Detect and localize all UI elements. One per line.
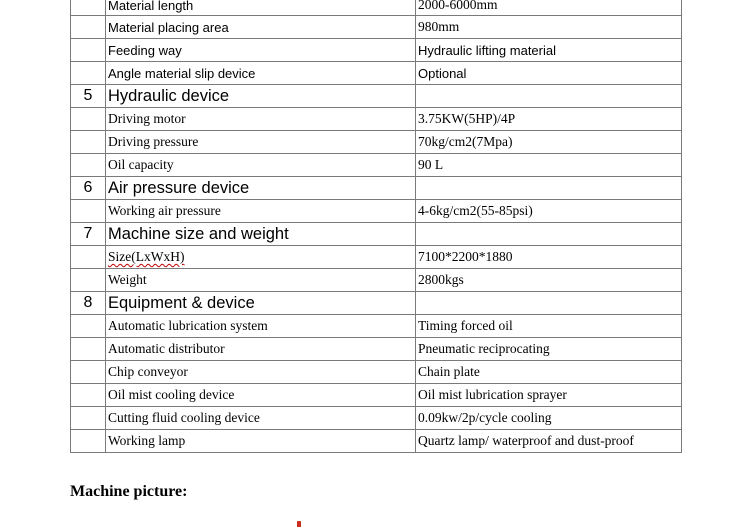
- row-number: [71, 338, 106, 361]
- row-label: Automatic lubrication system: [106, 315, 416, 338]
- section-row: [71, 177, 682, 200]
- image-fragment: [297, 521, 301, 527]
- row-value: 3.75KW(5HP)/4P: [416, 108, 682, 131]
- table-row: [71, 269, 682, 292]
- row-value: Pneumatic reciprocating: [416, 338, 682, 361]
- table-row: [71, 338, 682, 361]
- section-number: 8: [71, 292, 106, 315]
- section-row: [71, 223, 682, 246]
- table-row: [71, 315, 682, 338]
- row-label: Size(LxWxH): [108, 249, 185, 264]
- row-number: [71, 62, 106, 85]
- row-number: [71, 39, 106, 62]
- table-row: [71, 131, 682, 154]
- section-number: 7: [71, 223, 106, 246]
- row-value: Chain plate: [416, 361, 682, 384]
- row-value: Timing forced oil: [416, 315, 682, 338]
- row-value: 0.09kw/2p/cycle cooling: [416, 407, 682, 430]
- row-number: [71, 108, 106, 131]
- row-number: [71, 246, 106, 269]
- row-number: [71, 269, 106, 292]
- table-row: [71, 384, 682, 407]
- table-row: [71, 0, 682, 16]
- table-row: [71, 361, 682, 384]
- section-title: Machine size and weight: [106, 223, 416, 246]
- table-row: [71, 108, 682, 131]
- section-number: 5: [71, 85, 106, 108]
- row-number: [71, 200, 106, 223]
- row-number: [71, 16, 106, 39]
- section-title: Hydraulic device: [106, 85, 416, 108]
- table-row: [71, 62, 682, 85]
- row-label: Weight: [106, 269, 416, 292]
- machine-picture-heading: Machine picture:: [70, 483, 188, 500]
- row-label: Material placing area: [106, 16, 416, 39]
- row-number: [71, 361, 106, 384]
- row-label: Angle material slip device: [106, 62, 416, 85]
- row-number: [71, 315, 106, 338]
- row-label: Driving motor: [106, 108, 416, 131]
- table-row: [71, 154, 682, 177]
- row-value: 90 L: [416, 154, 682, 177]
- row-label: Feeding way: [106, 39, 416, 62]
- table-row: [71, 39, 682, 62]
- row-value: [416, 177, 682, 200]
- row-value: 2000-6000mm: [416, 0, 682, 16]
- row-label: Chip conveyor: [106, 361, 416, 384]
- section-title: Equipment & device: [106, 292, 416, 315]
- table-row: [71, 407, 682, 430]
- row-label: Material length: [106, 0, 416, 16]
- row-number: [71, 131, 106, 154]
- row-label: Working lamp: [106, 430, 416, 453]
- row-number: [71, 384, 106, 407]
- section-title: Air pressure device: [106, 177, 416, 200]
- section-row: [71, 292, 682, 315]
- row-value: 70kg/cm2(7Mpa): [416, 131, 682, 154]
- section-number: 6: [71, 177, 106, 200]
- section-row: [71, 85, 682, 108]
- table-row: [71, 200, 682, 223]
- row-value: Optional: [416, 62, 682, 85]
- row-value: [416, 292, 682, 315]
- row-value: Oil mist lubrication sprayer: [416, 384, 682, 407]
- row-number: [71, 430, 106, 453]
- spec-table: [70, 0, 682, 453]
- row-label: Working air pressure: [106, 200, 416, 223]
- row-value: 2800kgs: [416, 269, 682, 292]
- row-label: Cutting fluid cooling device: [106, 407, 416, 430]
- row-number: [71, 154, 106, 177]
- row-value: 7100*2200*1880: [416, 246, 682, 269]
- row-value: [416, 223, 682, 246]
- table-row: [71, 430, 682, 453]
- row-value: 980mm: [416, 16, 682, 39]
- row-label: Driving pressure: [106, 131, 416, 154]
- table-row: [71, 246, 682, 269]
- row-number: [71, 0, 106, 16]
- row-value: Hydraulic lifting material: [416, 39, 682, 62]
- row-value: Quartz lamp/ waterproof and dust-proof: [416, 430, 682, 453]
- table-row: [71, 16, 682, 39]
- row-label: Oil mist cooling device: [106, 384, 416, 407]
- row-number: [71, 407, 106, 430]
- row-label: Oil capacity: [106, 154, 416, 177]
- row-value: [416, 85, 682, 108]
- row-value: 4-6kg/cm2(55-85psi): [416, 200, 682, 223]
- row-label: Automatic distributor: [106, 338, 416, 361]
